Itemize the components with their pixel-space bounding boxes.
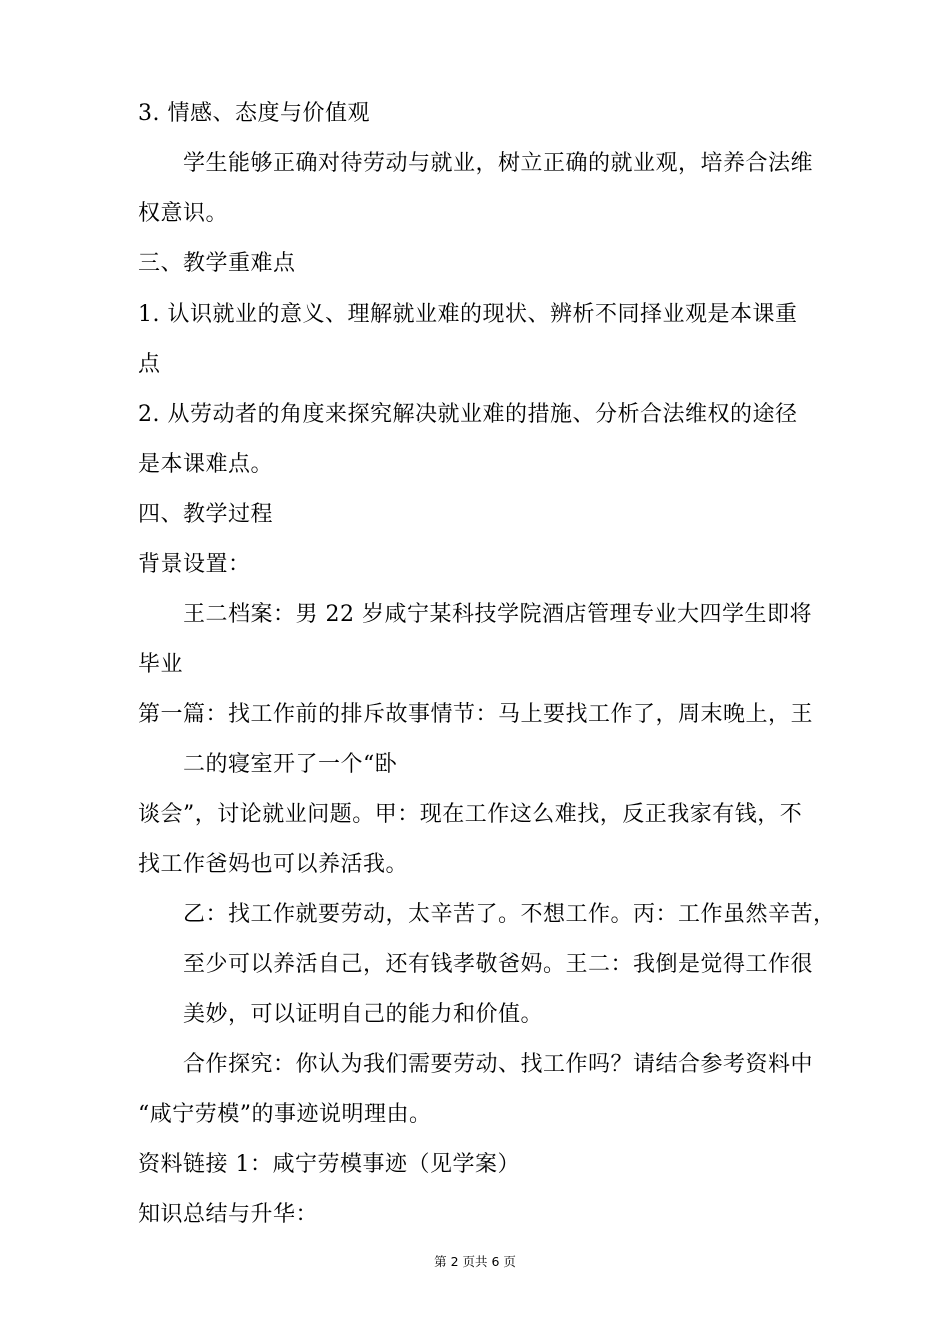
paragraph-line: 谈会”，讨论就业问题。甲：现在工作这么难找，反正我家有钱，不 (138, 802, 803, 827)
paragraph-line: 二的寝室开了一个“卧 (183, 752, 398, 777)
paragraph-line: 权意识。 (138, 201, 229, 226)
paragraph-line: 找工作爸妈也可以养活我。 (138, 852, 409, 877)
list-item-line: 2. 从劳动者的角度来探究解决就业难的措施、分析合法维权的途径 (138, 402, 798, 427)
paragraph-line: 王二档案：男 22 岁咸宁某科技学院酒店管理专业大四学生即将 (183, 602, 812, 627)
subheading-knowledge-summary: 知识总结与升华： (138, 1202, 319, 1227)
list-item-line: 是本课难点。 (138, 452, 274, 477)
paragraph-line: 毕业 (138, 652, 184, 677)
section-heading-key-difficult-points: 三、教学重难点 (138, 251, 296, 276)
section-heading-emotion-attitude-values: 3. 情感、态度与价值观 (138, 101, 370, 126)
paragraph-line: 美妙，可以证明自己的能力和价值。 (183, 1002, 544, 1027)
subheading-background: 背景设置： (138, 552, 251, 577)
paragraph-line: 合作探究：你认为我们需要劳动、找工作吗？请结合参考资料中 (183, 1052, 814, 1077)
paragraph-line: 第一篇：找工作前的排斥故事情节：马上要找工作了，周末晚上，王 (138, 702, 814, 727)
section-heading-teaching-process: 四、教学过程 (138, 502, 274, 527)
list-item-line: 点 (138, 352, 161, 377)
list-item-line: 1. 认识就业的意义、理解就业难的现状、辨析不同择业观是本课重 (138, 302, 798, 327)
page-number-footer: 第 2 页共 6 页 (434, 1254, 516, 1269)
paragraph-line: 资料链接 1：咸宁劳模事迹（见学案） (138, 1152, 520, 1177)
paragraph-line: “咸宁劳模”的事迹说明理由。 (138, 1102, 432, 1127)
paragraph-line: 学生能够正确对待劳动与就业，树立正确的就业观，培养合法维 (183, 151, 814, 176)
paragraph-line: 至少可以养活自己，还有钱孝敬爸妈。王二：我倒是觉得工作很 (183, 952, 814, 977)
paragraph-line: 乙：找工作就要劳动，太辛苦了。不想工作。丙：工作虽然辛苦， (183, 902, 836, 927)
